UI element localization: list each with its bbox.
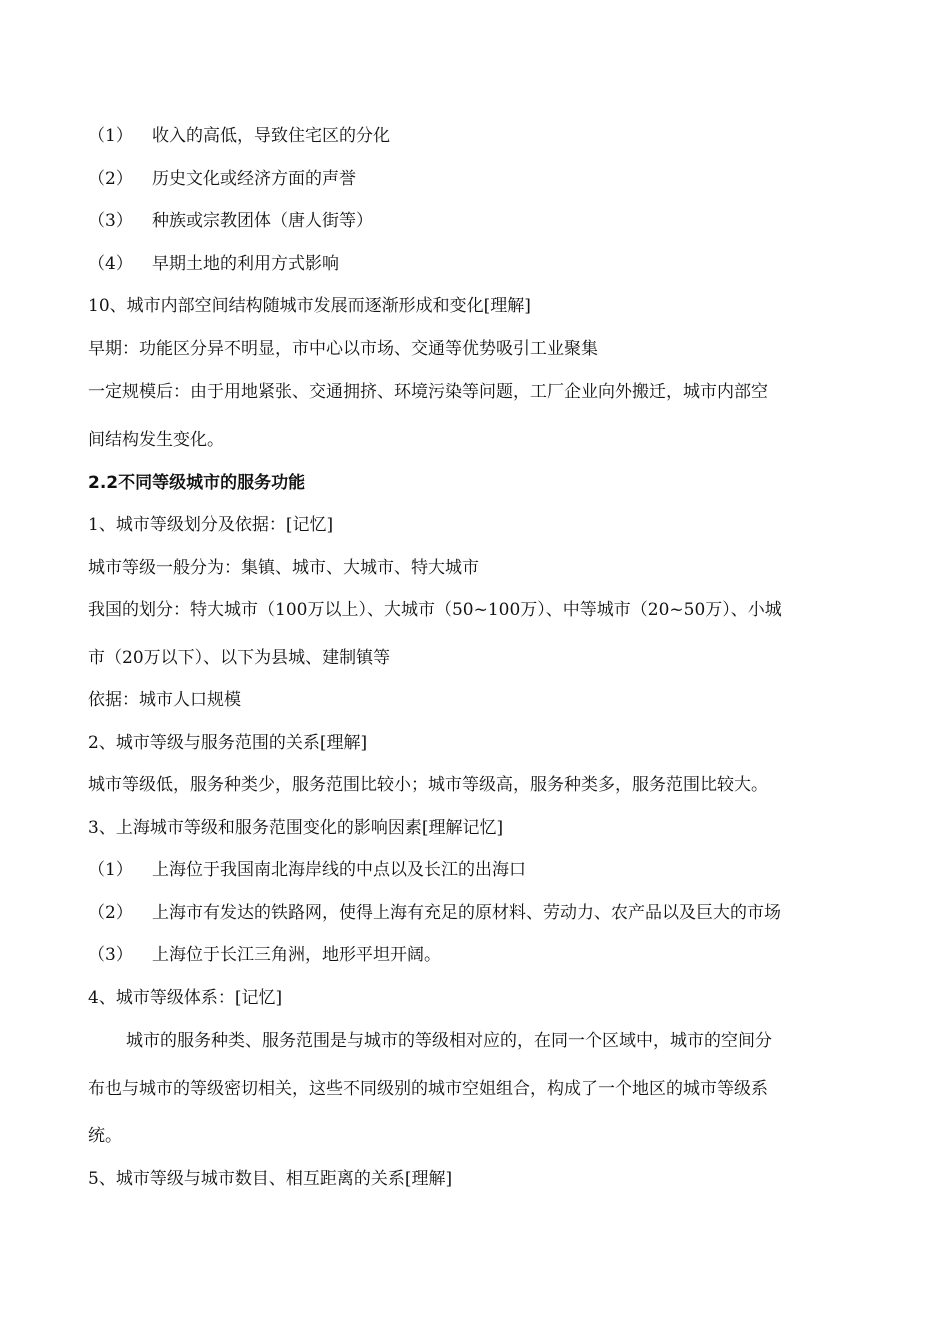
paragraph-line2: 布也与城市的等级密切相关，这些不同级别的城市空姐组合，构成了一个地区的城市等级系 xyxy=(88,1079,768,1099)
paragraph: 城市等级一般分为：集镇、城市、大城市、特大城市 xyxy=(88,558,479,578)
item-number: （3） xyxy=(88,211,133,231)
paragraph-early: 早期：功能区分异不明显，市中心以市场、交通等优势吸引工业聚集 xyxy=(88,339,598,359)
heading-2: 2、城市等级与服务范围的关系[理解] xyxy=(88,733,368,753)
item-text: 早期土地的利用方式影响 xyxy=(152,254,339,274)
heading-5: 5、城市等级与城市数目、相互距离的关系[理解] xyxy=(88,1169,453,1189)
list-item xyxy=(88,252,339,276)
heading-1: 1、城市等级划分及依据：[记忆] xyxy=(88,515,334,535)
item-number: （3） xyxy=(88,945,133,965)
heading-10: 10、城市内部空间结构随城市发展而逐渐形成和变化[理解] xyxy=(88,296,531,316)
list-item xyxy=(88,943,441,967)
paragraph-line3: 统。 xyxy=(88,1126,122,1146)
list-item xyxy=(88,858,526,882)
list-item xyxy=(88,124,390,148)
item-text: 上海市有发达的铁路网，使得上海有充足的原材料、劳动力、农产品以及巨大的市场 xyxy=(152,903,781,923)
item-number: （4） xyxy=(88,254,133,274)
heading-4: 4、城市等级体系：[记忆] xyxy=(88,988,283,1008)
paragraph: 城市等级低，服务种类少，服务范围比较小；城市等级高，服务种类多，服务范围比较大。 xyxy=(88,775,768,795)
list-item xyxy=(88,209,373,233)
heading-3: 3、上海城市等级和服务范围变化的影响因素[理解记忆] xyxy=(88,818,504,838)
item-text: 种族或宗教团体（唐人街等） xyxy=(152,211,373,231)
paragraph: 依据：城市人口规模 xyxy=(88,690,241,710)
list-item xyxy=(88,167,356,191)
item-text: 历史文化或经济方面的声誉 xyxy=(152,169,356,189)
paragraph-line2: 市（20万以下）、以下为县城、建制镇等 xyxy=(88,648,391,668)
section-title: 2.2不同等级城市的服务功能 xyxy=(88,473,306,493)
item-number: （1） xyxy=(88,860,133,880)
paragraph-scale-line1: 一定规模后：由于用地紧张、交通拥挤、环境污染等问题，工厂企业向外搬迁，城市内部空 xyxy=(88,382,768,402)
paragraph-line1: 我国的划分：特大城市（100万以上）、大城市（50~100万）、中等城市（20~50万）、小城 xyxy=(88,600,782,620)
item-number: （1） xyxy=(88,126,133,146)
item-text: 收入的高低，导致住宅区的分化 xyxy=(152,126,390,146)
list-item xyxy=(88,901,781,925)
paragraph-line1: 城市的服务种类、服务范围是与城市的等级相对应的，在同一个区域中，城市的空间分 xyxy=(126,1031,772,1051)
item-number: （2） xyxy=(88,169,133,189)
item-text: 上海位于我国南北海岸线的中点以及长江的出海口 xyxy=(152,860,526,880)
paragraph-scale-line2: 间结构发生变化。 xyxy=(88,430,224,450)
item-number: （2） xyxy=(88,903,133,923)
item-text: 上海位于长江三角洲，地形平坦开阔。 xyxy=(152,945,441,965)
